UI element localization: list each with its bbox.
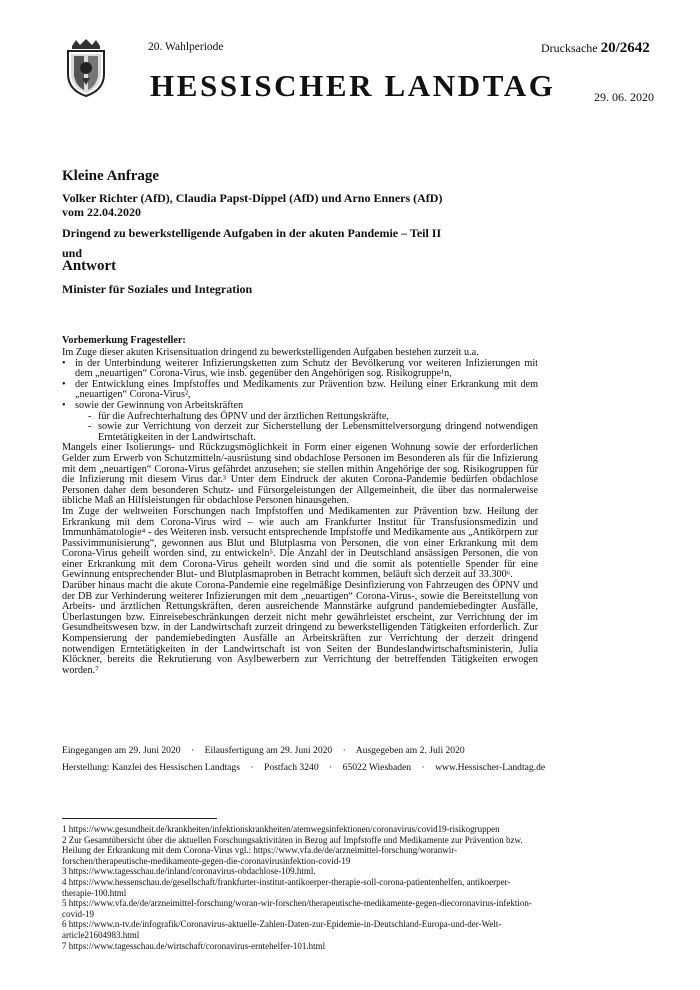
footnote: 3 https://www.tagesschau.de/inland/coronavirus-obdachlose-109.html. xyxy=(62,866,316,877)
paragraph: Mangels einer Isolierungs- und Rückzugsmöglichkeit in Form einer eigenen Wohnung sowie der erforderlichen Gelder zum Erwerb von Schutzmitteln/-ausrüstung sind obdachlose Personen im Besonderen als für die Infizierung mit dem „neuartigen“ Corona-Virus gefährdet anzusehen; sie stellen mithin Angehörige der sog. Risikogruppen für die Infizierung mit diesem Virus dar.³ Unter dem Eindruck der akuten Corona-Pandemie bedürfen obdachlose Personen daher dem besonderen Schutz- und Fürsorgeleistungen der Allgemeinheit, die über das normalerweise übliche Maß an Hilfsleistungen für obdachlose Personen hinausgehen. xyxy=(62,442,538,507)
kleine-anfrage-heading: Kleine Anfrage xyxy=(62,168,160,184)
vorbemerkung-title: Vorbemerkung Fragesteller: xyxy=(62,335,186,346)
inquiry-topic: Dringend zu bewerkstelligende Aufgaben in der akuten Pandemie – Teil II xyxy=(62,226,442,240)
vorbemerkung-intro: Im Zuge dieser akuten Krisensituation dringend zu bewerkstelligenden Aufgaben bestehen zurzeit u.a. xyxy=(62,347,479,358)
herstellung: Herstellung: Kanzlei des Hessischen Landtags xyxy=(62,762,240,773)
separator: · xyxy=(190,745,195,756)
list-item: • sowie der Gewinnung von Arbeitskräften xyxy=(62,401,538,412)
separator: · xyxy=(421,762,425,773)
vorbemerkung-body xyxy=(62,348,538,676)
list-item: • in der Unterbindung weiterer Infizierungsketten zum Schutz der Bevölkerung vor weiteren Infizierungen mit dem „neuartigen“ Corona-Virus, wie insb. gegenüber den Angehörigen sog. Risikogruppe¹n, xyxy=(62,359,538,380)
publisher-info xyxy=(62,762,545,773)
eilausfertigung: Eilausfertigung am 29. Juni 2020 xyxy=(204,745,333,756)
authors: Volker Richter (AfD), Claudia Papst-Dippel (AfD) und Arno Enners (AfD) xyxy=(62,191,443,205)
paragraph: Im Zuge der weltweiten Forschungen nach Impfstoffen und Medikamenten zur Prävention bzw. Heilung der Erkrankung mit dem Corona-Virus wird – wie auch am Frankfurter Institut für Transfusionsmedizin und Immunhämatologie⁴ - des Weiteren insb. versucht entsprechende Impfstoffe und Medikamente aus „Antikörpern zur Passivimmunisierung“, gewonnen aus Blut und Blutplasma von Personen, die von einer Erkrankung mit dem Corona-Virus geheilt worden sind, zu entwickeln⁵. Die Anzahl der in Deutschland ansässigen Personen, die von einer Erkrankung mit dem Corona-Virus geheilt worden sind und die somit als potentielle Spender für eine Gewinnung entsprechender Blut- und Blutplasmaproben in Betracht kommen, beläuft sich derzeit auf 33.300⁶. xyxy=(62,505,538,581)
postfach: Postfach 3240 xyxy=(263,762,319,773)
ausgegeben: Ausgegeben am 2. Juli 2020 xyxy=(355,745,465,756)
separator: · xyxy=(250,762,254,773)
eingegangen: Eingegangen am 29. Juni 2020 xyxy=(62,745,181,756)
antwort-heading: Antwort xyxy=(62,258,117,274)
sub-list xyxy=(62,412,538,444)
footnote: 2 Zur Gesamtübersicht über die aktuellen Forschungsaktivitäten in Bezug auf Impfstoffe und Medikamente zur Prävention bzw. Heilung der Erkrankung mit dem Corona-Virus vgl.: https://www.vfa.de/de/arzneimittel-forschung/woranwir-forschen/therapeutische-medikamente-gegen-die-coronavirusinfektion-covid-19 xyxy=(62,834,523,866)
inquiry-date: vom 22.04.2020 xyxy=(62,205,141,219)
sub-list-item: - für die Aufrechterhaltung des ÖPNV und der ärztlichen Rettungskräfte, xyxy=(62,412,538,423)
list-item: • der Entwicklung eines Impfstoffes und Medikaments zur Prävention bzw. Heilung einer Erkrankung mit dem „neuartigen“ Corona-Virus², xyxy=(62,380,538,401)
drucksache-number xyxy=(541,40,650,57)
website: www.Hessischer-Landtag.de xyxy=(435,762,546,773)
page-title: HESSISCHER LANDTAG xyxy=(150,68,556,103)
issue-dates xyxy=(62,745,465,756)
wahlperiode: 20. Wahlperiode xyxy=(148,41,224,53)
footnotes xyxy=(62,824,532,951)
bullet-list xyxy=(62,359,538,412)
und-label: und xyxy=(62,246,83,260)
footnote: 6 https://www.n-tv.de/infografik/Coronavirus-aktuelle-Zahlen-Daten-zur-Epidemie-in-Deutschland-Europa-und-der-Welt-article21604983.html xyxy=(62,919,502,940)
footnote: 4 https://www.hessenschau.de/gesellschaft/frankfurter-institut-antikoerper-therapie-soll-corona-patientenhelfen, antikoerper-therapie-100.html xyxy=(62,876,511,898)
sub-list-item: - sowie zur Verrichtung von derzeit zur Sicherstellung der Lebensmittelversorgung dringend notwendigen Erntetätigkeiten in der Landwirtschaft. xyxy=(62,422,538,443)
hessen-coat-of-arms-icon xyxy=(62,38,110,98)
document-date: 29. 06. 2020 xyxy=(594,90,654,104)
drucksache-label: Drucksache xyxy=(541,41,598,55)
minister: Minister für Soziales und Integration xyxy=(62,282,253,296)
separator: · xyxy=(329,762,333,773)
footnote: 7 https://www.tagesschau.de/wirtschaft/coronavirus-erntehelfer-101.html xyxy=(62,940,326,951)
paragraph: Darüber hinaus macht die akute Corona-Pandemie eine regelmäßige Desinfizierung von Fahrzeugen des ÖPNV und der DB zur Verhinderung weiterer Infizierungen mit dem „neuartigen“ Corona-Virus-, sowie die Bereitstellung von Arbeits- und ärztlichen Rettungskräften, deren ausreichende Mannstärke aufgrund pandemiebedingter Ausfälle, Überlastungen bzw. Einreisebeschränkungen derzeit nicht mehr gewährleistet erscheint, zur Verrichtung der im Gesundheitswesen bzw. in der Landwirtschaft zurzeit dringend zu bewerkstelligenden Tätigkeiten erforderlich. Zur Kompensierung der pandemiebedingten Ausfälle an Arbeitskräften zur Verrichtung der derzeit dringend notwendigen Erntetätigkeiten in der Landwirtschaft ist von Seiten der Bundeslandwirtschaftsministerin, Julia Klöckner, bereits die Rekrutierung von Asylbewerbern zur Verrichtung der betreffenden Tätigkeiten erwogen worden.⁷ xyxy=(62,580,538,676)
footnote-divider xyxy=(62,818,217,819)
separator: · xyxy=(342,745,346,756)
drucksache-value: 20/2642 xyxy=(600,40,650,56)
footnote: 1 https://www.gesundheit.de/krankheiten/infektionskrankheiten/atemwegsinfektionen/coronavirus/covid19-risikogruppen xyxy=(62,824,500,834)
footnote: 5 https://www.vfa.de/de/arzneimittel-forschung/woran-wir-forschen/therapeutische-medikamente-gegen-diecoronavirus-infektion-covid-19 xyxy=(62,898,532,919)
ort: 65022 Wiesbaden xyxy=(342,762,412,773)
